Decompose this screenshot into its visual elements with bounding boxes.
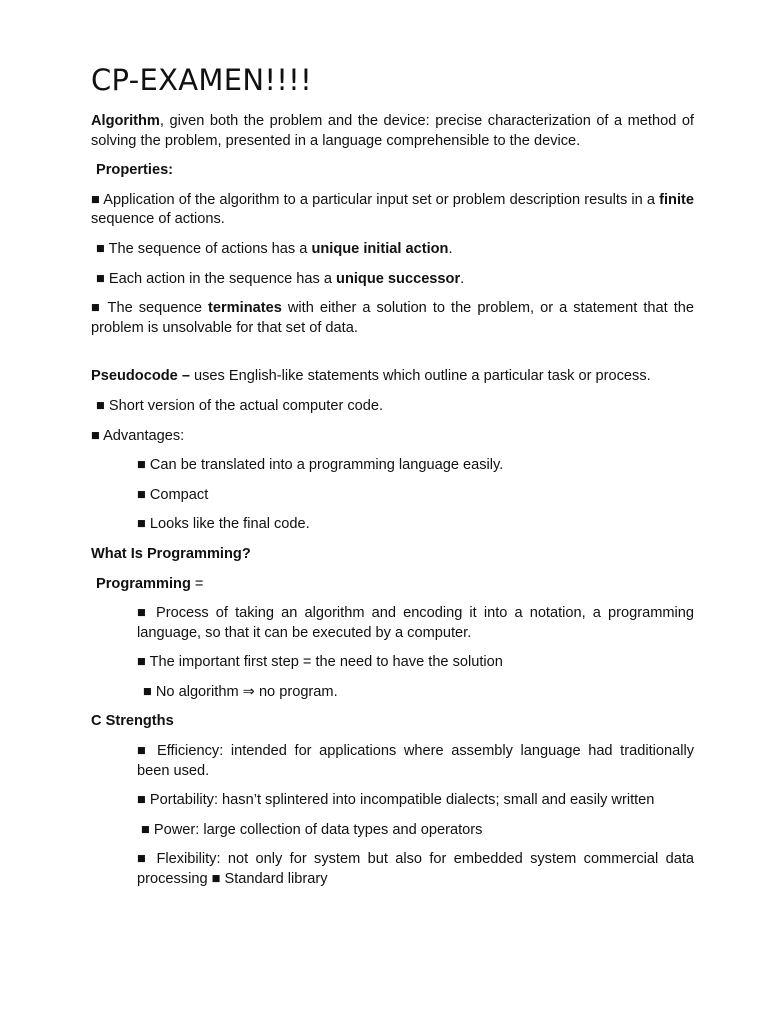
properties-heading: Properties: [96, 162, 174, 179]
advantages-label: ■ Advantages: [91, 427, 185, 444]
section-gap [91, 348, 694, 367]
programming-item: ■ No algorithm ⇒ no program. [143, 683, 338, 700]
c-strength-item: ■ Portability: hasn’t splintered into incompatible dialects; small and easily written [137, 792, 655, 809]
algorithm-term: Algorithm [91, 113, 160, 129]
pseudocode-text: uses English-like statements which outline a particular task or process. [189, 368, 651, 385]
programming-item: ■ Process of taking an algorithm and encoding it into a notation, a programming language, so that it can be executed by a computer. [137, 605, 694, 641]
property-item: ■ Each action in the sequence has a unique successor. [96, 270, 465, 287]
c-strength-item: ■ Flexibility: not only for system but also for embedded system commercial data processing ■ Standard library [137, 851, 694, 888]
pseudocode-term: Pseudocode – [91, 368, 190, 385]
programming-item: ■ The important first step = the need to have the solution [137, 654, 503, 671]
document-page [91, 62, 694, 900]
pseudocode-short-version: ■ Short version of the actual computer code. [96, 397, 384, 414]
c-strengths-heading: C Strengths [91, 713, 174, 730]
programming-term: Programming [96, 575, 191, 592]
algorithm-text: , given both the problem and the device: precise characterization of a method of solving the problem, presented in a language comprehensible to the device. [91, 113, 694, 149]
advantage-item: ■ Looks like the final code. [137, 516, 310, 533]
property-item: ■ The sequence terminates with either a solution to the problem, or a statement that the problem is unsolvable for that set of data. [91, 300, 695, 336]
pseudocode-definition [91, 367, 694, 387]
document-title: CP-EXAMEN!!!! [91, 63, 313, 97]
programming-definition: Programming = [96, 575, 204, 592]
property-item: ■ Application of the algorithm to a particular input set or problem description results in a finite sequence of actions. [91, 191, 694, 228]
advantage-item: ■ Can be translated into a programming language easily. [137, 457, 504, 474]
advantage-item: ■ Compact [137, 486, 209, 503]
programming-question: What Is Programming? [91, 545, 251, 562]
c-strength-item: ■ Power: large collection of data types and operators [141, 821, 483, 838]
algorithm-definition [91, 112, 694, 151]
c-strength-item: ■ Efficiency: intended for applications where assembly language had traditionally been used. [137, 743, 694, 779]
property-item: ■ The sequence of actions has a unique initial action. [96, 240, 453, 257]
